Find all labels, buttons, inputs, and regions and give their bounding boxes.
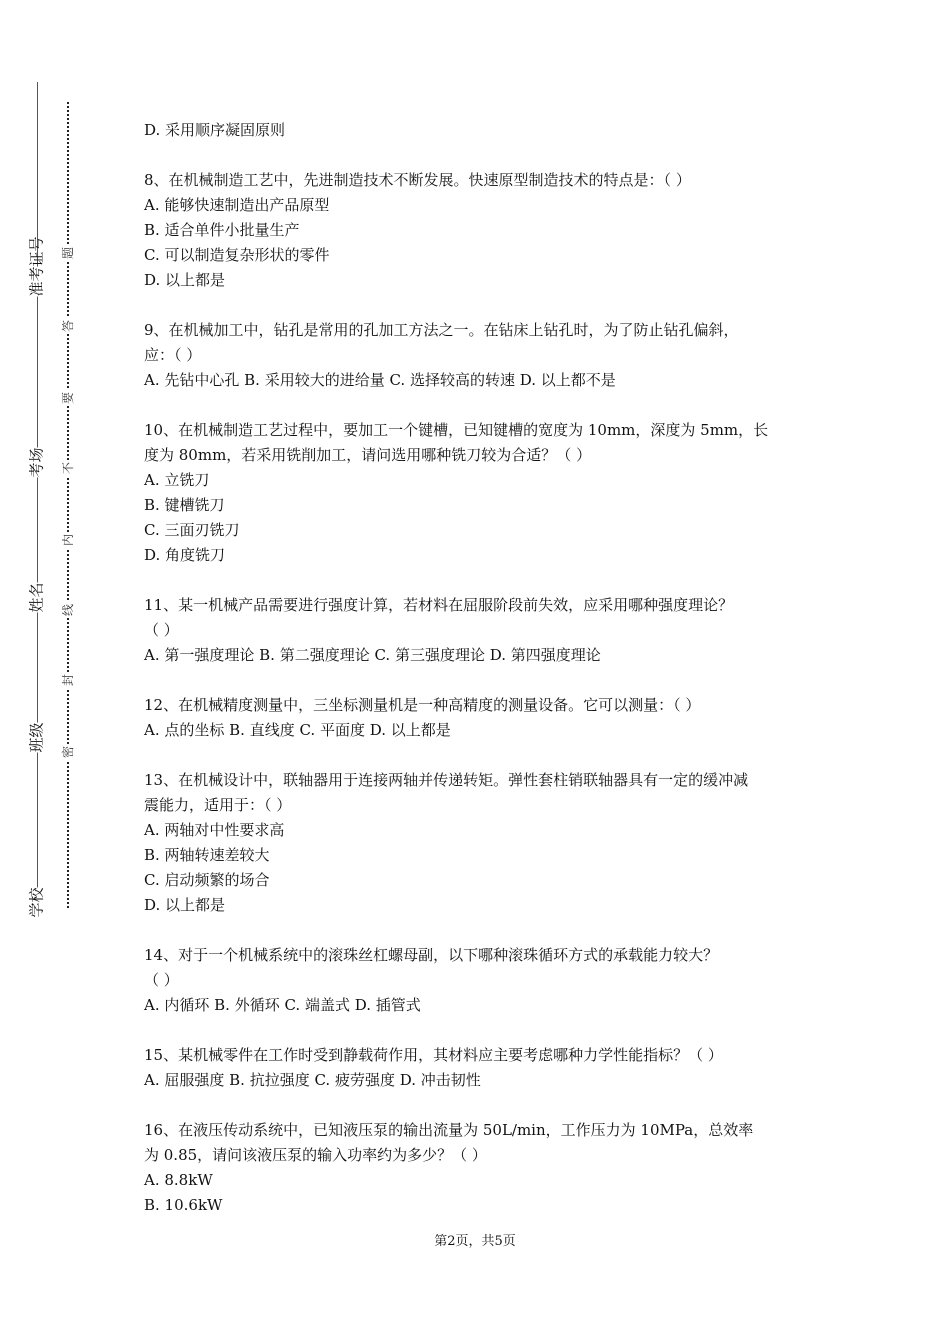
answer-option: A. 立铣刀 <box>144 471 210 489</box>
binding-margin <box>0 0 100 1344</box>
field-label: 学校 <box>27 887 46 918</box>
question-spacer <box>144 143 814 168</box>
question-stem: 为 0.85，请问该液压泵的输入功率约为多少？（ ） <box>144 1146 487 1164</box>
question-16 <box>144 1118 814 1218</box>
answer-option: C. 三面刃铣刀 <box>144 521 240 539</box>
question-stem: 度为 80mm，若采用铣削加工，请问选用哪种铣刀较为合适？（ ） <box>144 446 592 464</box>
seal-dotted-line <box>67 102 69 908</box>
answer-option: A. 8.8kW <box>144 1171 213 1189</box>
answer-option: A. 能够快速制造出产品原型 <box>144 196 330 214</box>
answer-option: D. 采用顺序凝固原则 <box>144 121 286 139</box>
question-9 <box>144 318 814 393</box>
field-label: 考场 <box>27 447 46 478</box>
question-spacer <box>144 918 814 943</box>
question-spacer <box>144 1093 814 1118</box>
answer-option: B. 10.6kW <box>144 1196 223 1214</box>
answer-option: C. 可以制造复杂形状的零件 <box>144 246 330 264</box>
question-stem: 13、在机械设计中，联轴器用于连接两轴并传递转矩。弹性套柱销联轴器具有一定的缓冲减 <box>144 771 749 789</box>
question-stem: （ ） <box>144 971 179 989</box>
answer-option: D. 以上都是 <box>144 896 226 914</box>
fields-underline <box>37 82 38 912</box>
question-stem: 11、某一机械产品需要进行强度计算，若材料在屈服阶段前失效，应采用哪种强度理论？ <box>144 596 734 614</box>
answer-option: B. 适合单件小批量生产 <box>144 221 300 239</box>
answer-option: A. 先钻中心孔 B. 采用较大的进给量 C. 选择较高的转速 D. 以上都不是 <box>144 371 616 389</box>
question-11 <box>144 593 814 668</box>
question-stem: 15、某机械零件在工作时受到静载荷作用，其材料应主要考虑哪种力学性能指标？（ ） <box>144 1046 723 1064</box>
question-13 <box>144 768 814 918</box>
answer-option: C. 启动频繁的场合 <box>144 871 270 889</box>
question-stem: 10、在机械制造工艺过程中，要加工一个键槽，已知键槽的宽度为 10mm，深度为 5mm，长 <box>144 421 769 439</box>
question-spacer <box>144 1018 814 1043</box>
seal-char: 密 <box>61 746 75 759</box>
question-spacer <box>144 668 814 693</box>
question-15 <box>144 1043 814 1093</box>
seal-char: 要 <box>61 392 75 405</box>
answer-option: D. 角度铣刀 <box>144 546 226 564</box>
question-spacer <box>144 743 814 768</box>
seal-char: 不 <box>61 462 75 475</box>
answer-option: A. 点的坐标 B. 直线度 C. 平面度 D. 以上都是 <box>144 721 451 739</box>
field-label: 准考证号 <box>27 236 46 297</box>
answer-option: B. 两轴转速差较大 <box>144 846 270 864</box>
answer-option: A. 两轴对中性要求高 <box>144 821 285 839</box>
field-label: 姓名 <box>27 582 46 613</box>
question-7 <box>144 118 814 143</box>
question-stem: 14、对于一个机械系统中的滚珠丝杠螺母副，以下哪种滚珠循环方式的承载能力较大？ <box>144 946 719 964</box>
question-spacer <box>144 293 814 318</box>
question-spacer <box>144 393 814 418</box>
question-8 <box>144 168 814 293</box>
field-label: 班级 <box>27 722 46 753</box>
question-14 <box>144 943 814 1018</box>
question-stem: 9、在机械加工中，钻孔是常用的孔加工方法之一。在钻床上钻孔时，为了防止钻孔偏斜， <box>144 321 739 339</box>
seal-char: 答 <box>61 320 75 333</box>
answer-option: D. 以上都是 <box>144 271 226 289</box>
answer-option: B. 键槽铣刀 <box>144 496 225 514</box>
question-stem: 12、在机械精度测量中，三坐标测量机是一种高精度的测量设备。它可以测量：（ ） <box>144 696 701 714</box>
question-stem: （ ） <box>144 621 179 639</box>
seal-char: 内 <box>61 534 75 547</box>
question-stem: 16、在液压传动系统中，已知液压泵的输出流量为 50L/min，工作压力为 10MPa，总效率 <box>144 1121 754 1139</box>
seal-char: 封 <box>61 674 75 687</box>
question-10 <box>144 418 814 568</box>
page-number: 第2页，共5页 <box>434 1234 516 1249</box>
answer-option: A. 内循环 B. 外循环 C. 端盖式 D. 插管式 <box>144 996 421 1014</box>
question-stem: 震能力，适用于：（ ） <box>144 796 292 814</box>
answer-option: A. 屈服强度 B. 抗拉强度 C. 疲劳强度 D. 冲击韧性 <box>144 1071 481 1089</box>
question-spacer <box>144 568 814 593</box>
seal-char: 线 <box>61 604 75 617</box>
question-stem: 8、在机械制造工艺中，先进制造技术不断发展。快速原型制造技术的特点是：（ ） <box>144 171 691 189</box>
seal-char: 题 <box>61 247 75 260</box>
question-stem: 应：（ ） <box>144 346 202 364</box>
exam-questions <box>144 118 814 1218</box>
answer-option: A. 第一强度理论 B. 第二强度理论 C. 第三强度理论 D. 第四强度理论 <box>144 646 601 664</box>
question-12 <box>144 693 814 743</box>
